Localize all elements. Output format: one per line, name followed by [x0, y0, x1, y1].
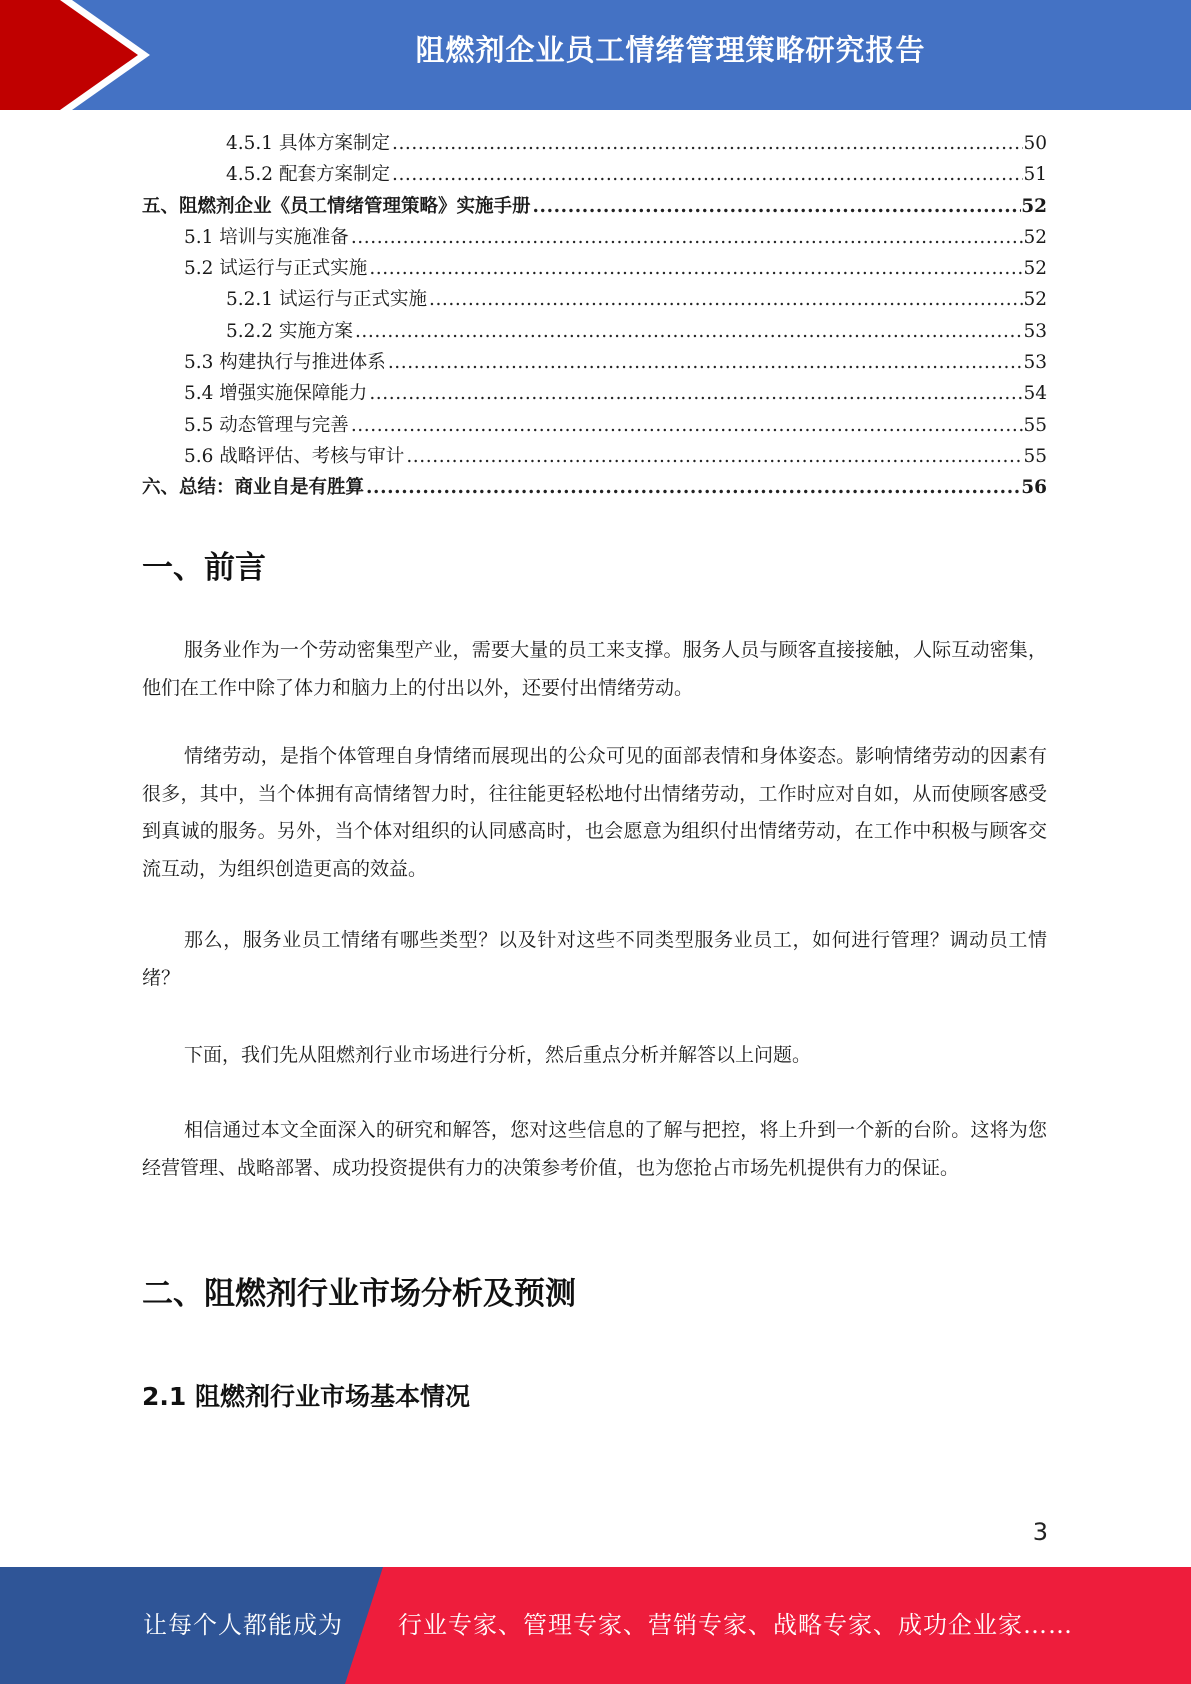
body-paragraph: 那么，服务业员工情绪有哪些类型？以及针对这些不同类型服务业员工，如何进行管理？调动员工情绪？ [142, 929, 1047, 989]
toc-entry-page: 50 [1023, 133, 1047, 154]
toc-dot-leader [353, 316, 1024, 347]
section-heading-market-analysis: 二、阻燃剂行业市场分析及预测 [142, 1276, 576, 1312]
toc-dot-leader [427, 284, 1023, 315]
toc-entry-label: 5.2.2 实施方案 [226, 320, 353, 342]
footer-slogan-left: 让每个人都能成为 [143, 1611, 343, 1639]
header-arrow-shape [0, 0, 138, 110]
toc-entry[interactable] [142, 284, 1047, 315]
toc-dot-leader [386, 347, 1024, 378]
toc-entry-label: 4.5.1 具体方案制定 [226, 133, 390, 154]
toc-entry-page: 54 [1023, 383, 1047, 405]
toc-entry-page: 51 [1023, 164, 1047, 186]
toc-entry-page: 52 [1023, 226, 1047, 248]
body-paragraph: 服务业作为一个劳动密集型产业，需要大量的员工来支撑。服务人员与顾客直接接触，人际互动密集，他们在工作中除了体力和脑力上的付出以外，还要付出情绪劳动。 [142, 639, 1047, 699]
toc-entry-page: 55 [1023, 445, 1047, 467]
toc-dot-leader [390, 128, 1023, 159]
toc-entry-page: 52 [1023, 289, 1047, 311]
table-of-contents [142, 128, 1047, 504]
toc-dot-leader [364, 472, 1021, 503]
toc-entry-label: 4.5.2 配套方案制定 [226, 164, 390, 186]
toc-entry[interactable] [142, 316, 1047, 347]
toc-entry[interactable] [142, 378, 1047, 409]
toc-entry[interactable] [142, 347, 1047, 378]
toc-dot-leader [531, 191, 1022, 222]
toc-entry-label: 5.5 动态管理与完善 [184, 414, 349, 436]
toc-entry[interactable] [142, 472, 1047, 503]
toc-entry-page: 56 [1021, 477, 1047, 499]
toc-dot-leader [390, 159, 1023, 190]
toc-entry-label: 5.4 增强实施保障能力 [184, 383, 368, 405]
toc-entry[interactable] [142, 441, 1047, 472]
toc-entry-label: 五、阻燃剂企业《员工情绪管理策略》实施手册 [142, 195, 531, 217]
toc-dot-leader [349, 222, 1024, 253]
toc-entry-page: 53 [1023, 352, 1047, 374]
toc-dot-leader [349, 410, 1024, 441]
section-heading-preface: 一、前言 [142, 550, 266, 586]
body-paragraph: 相信通过本文全面深入的研究和解答，您对这些信息的了解与把控，将上升到一个新的台阶。这将为您经营管理、战略部署、成功投资提供有力的决策参考价值，也为您抢占市场先机提供有力的保证。 [142, 1119, 1047, 1179]
page-footer [0, 1567, 1191, 1684]
toc-entry-page: 52 [1023, 258, 1047, 280]
toc-entry[interactable] [142, 159, 1047, 190]
toc-entry[interactable] [142, 191, 1047, 222]
toc-dot-leader [404, 441, 1023, 472]
body-paragraph: 下面，我们先从阻燃剂行业市场进行分析，然后重点分析并解答以上问题。 [184, 1044, 812, 1066]
toc-dot-leader [367, 378, 1023, 409]
report-title: 阻燃剂企业员工情绪管理策略研究报告 [415, 33, 926, 67]
toc-entry[interactable] [142, 222, 1047, 253]
toc-entry-label: 5.1 培训与实施准备 [184, 226, 349, 248]
toc-entry-page: 55 [1023, 414, 1047, 436]
toc-entry-page: 53 [1023, 320, 1047, 342]
toc-dot-leader [367, 253, 1023, 284]
toc-entry-label: 5.2.1 试运行与正式实施 [226, 289, 427, 311]
toc-entry-label: 5.3 构建执行与推进体系 [184, 352, 386, 374]
toc-entry-label: 六、总结：商业自是有胜算 [142, 477, 365, 499]
page-number: 3 [1032, 1518, 1048, 1546]
toc-entry-label: 5.2 试运行与正式实施 [184, 258, 368, 280]
toc-entry[interactable] [142, 410, 1047, 441]
toc-entry-page: 52 [1021, 195, 1047, 217]
subsection-heading: 2.1 阻燃剂行业市场基本情况 [142, 1382, 470, 1411]
body-paragraph: 情绪劳动，是指个体管理自身情绪而展现出的公众可见的面部表情和身体姿态。影响情绪劳动的因素有很多，其中，当个体拥有高情绪智力时，往往能更轻松地付出情绪劳动，工作时应对自如，从而使顾客感受到真诚的服务。另外，当个体对组织的认同感高时，也会愿意为组织付出情绪劳动，在工作中积极与顾客交流互动，为组织创造更高的效益。 [142, 745, 1047, 880]
toc-entry[interactable] [142, 253, 1047, 284]
toc-entry[interactable] [142, 128, 1047, 159]
toc-entry-label: 5.6 战略评估、考核与审计 [184, 445, 405, 467]
footer-slogan-right: 行业专家、管理专家、营销专家、战略专家、成功企业家…… [398, 1611, 1073, 1639]
page-header [0, 0, 1191, 110]
